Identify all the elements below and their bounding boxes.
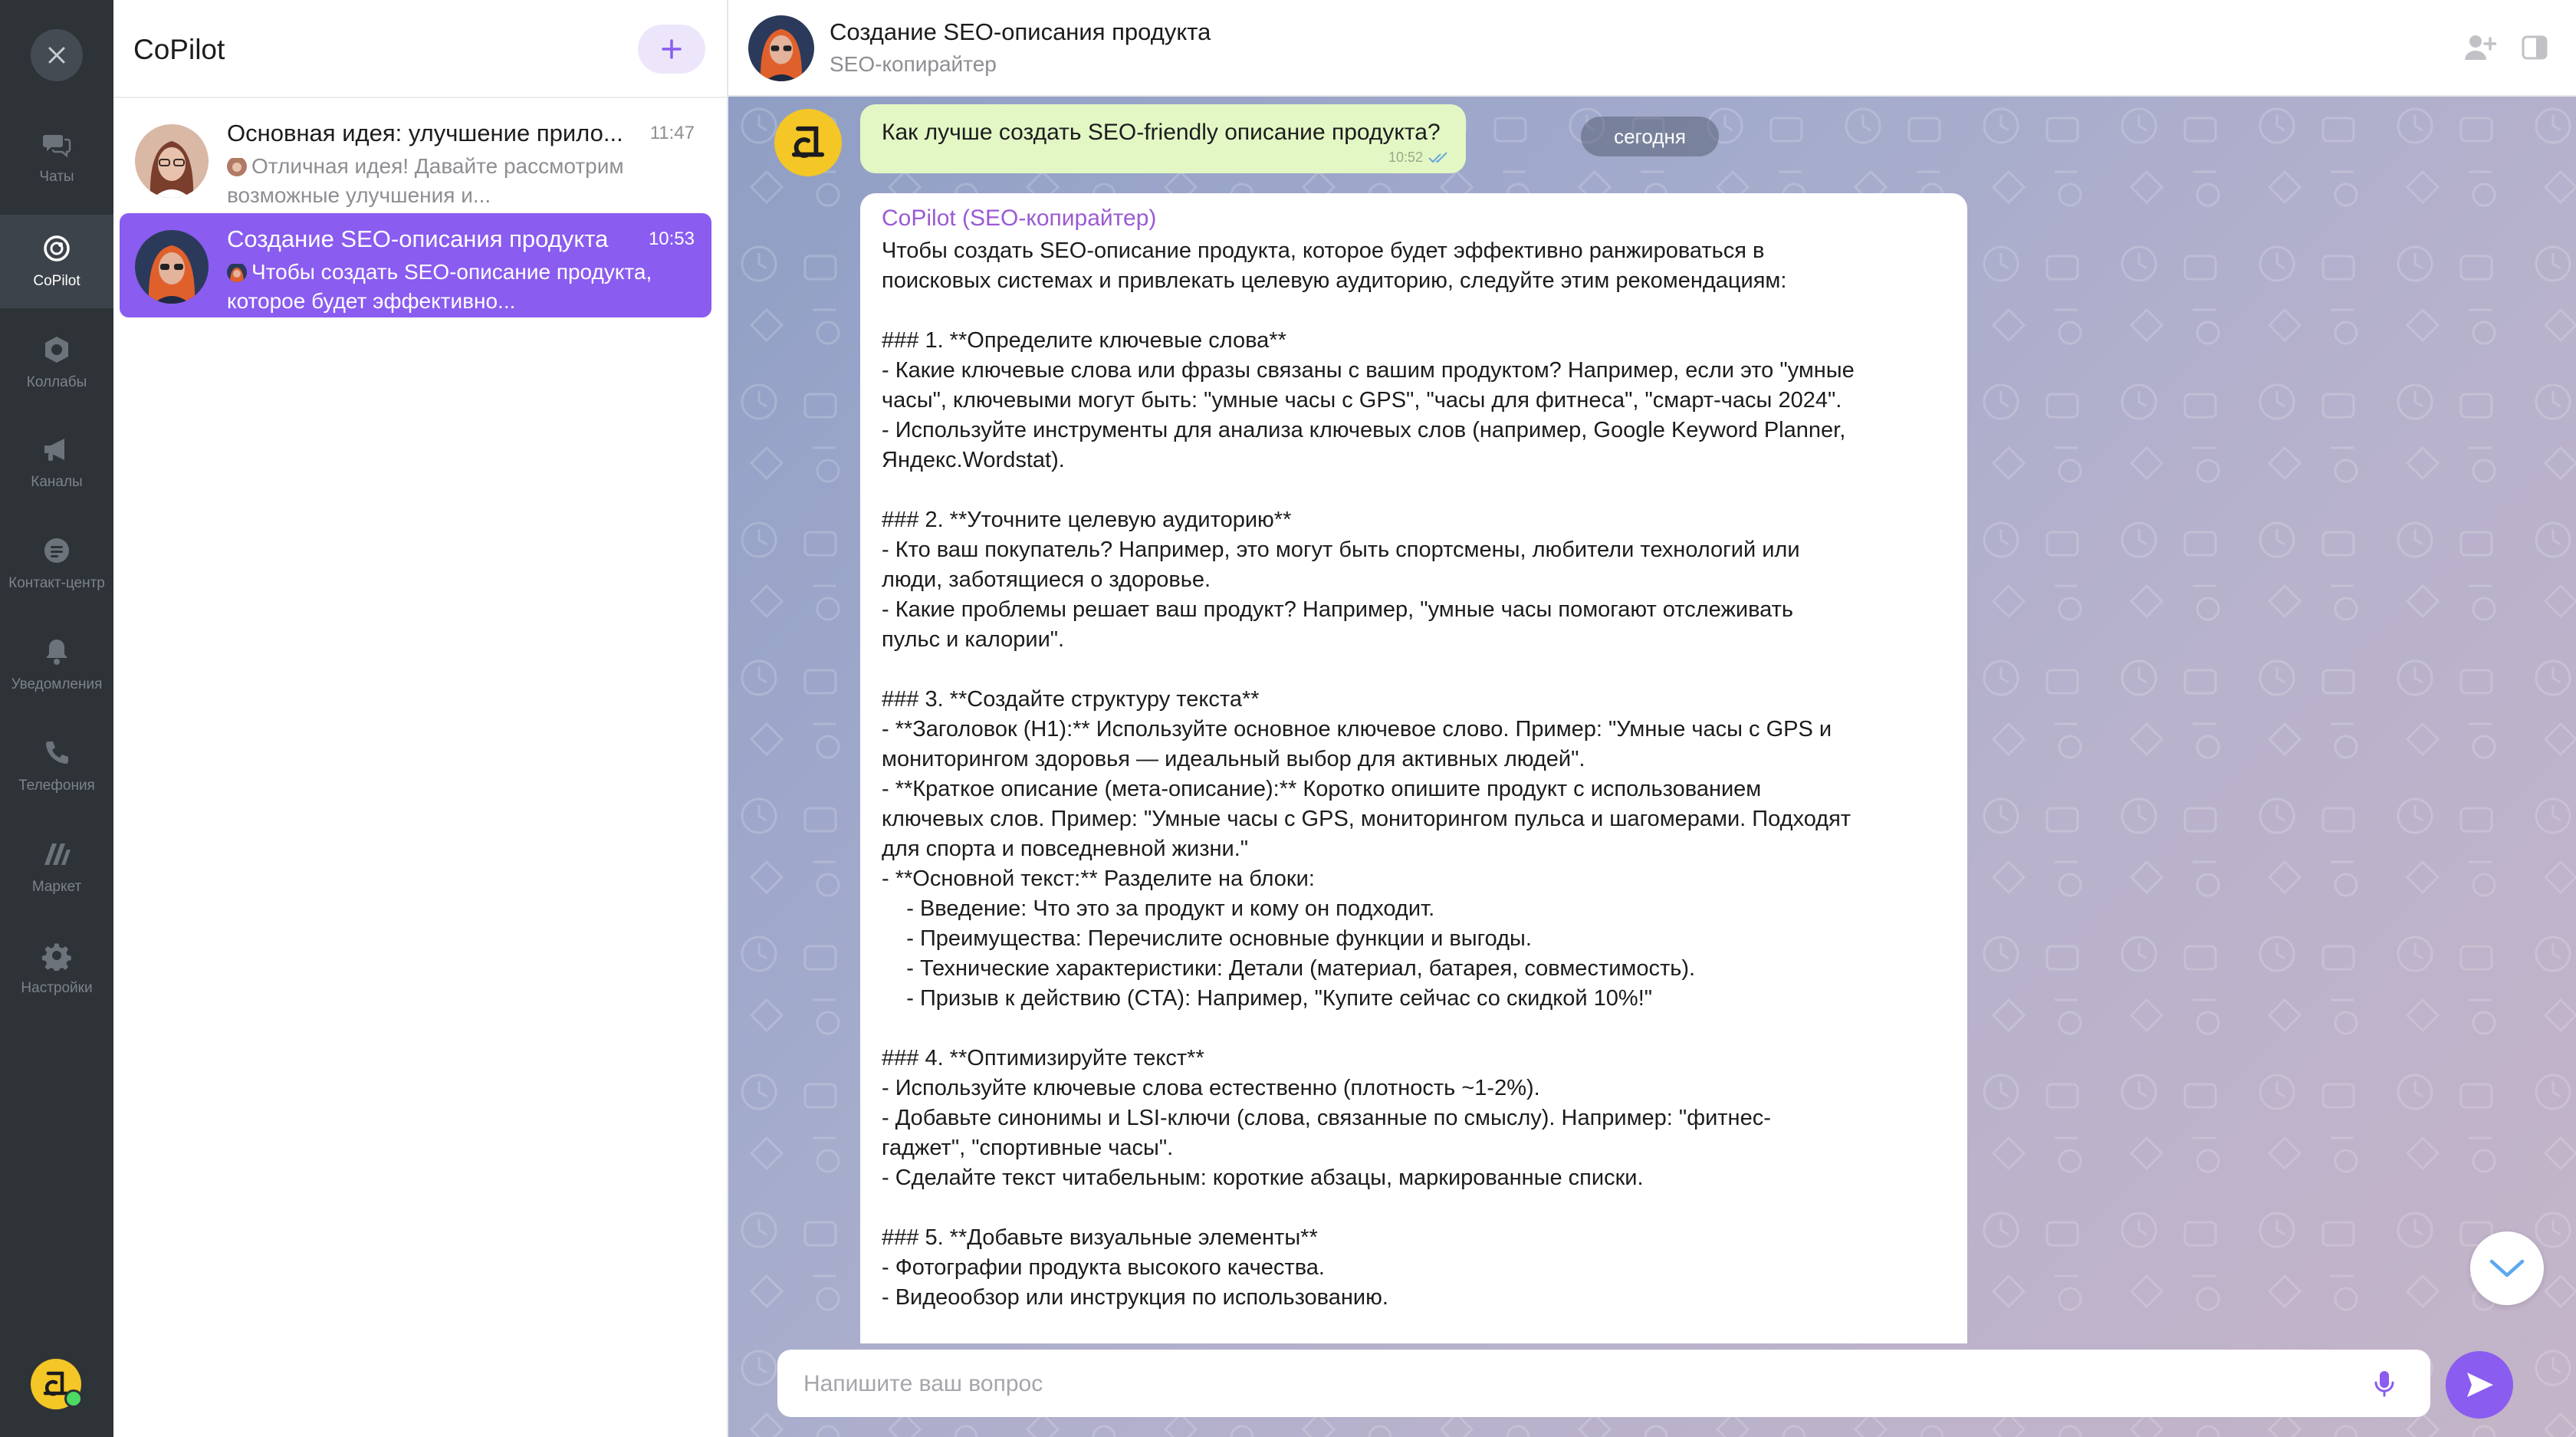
rail-label-channels: Каналы [31, 474, 83, 490]
message-line: - Какие проблемы решает ваш продукт? Например, "умные часы помогают отслеживать [882, 597, 1794, 622]
bot-sender-name: CoPilot (SEO-копирайтер) [882, 206, 1157, 231]
sender-avatar [227, 262, 247, 282]
user-message-bubble [860, 104, 1466, 173]
send-button[interactable] [2446, 1351, 2513, 1419]
rail-item-settings[interactable] [0, 922, 113, 1015]
close-icon [47, 45, 67, 65]
message-line: - **Заголовок (H1):** Используйте основное ключевое слово. Пример: "Умные часы с GPS и [882, 717, 1832, 742]
message-input[interactable] [802, 1360, 2338, 1408]
message-line: - Призыв к действию (CTA): Например, "Купите сейчас со скидкой 10%!" [882, 986, 1653, 1011]
message-line: - Введение: Что это за продукт и кому он подходит. [882, 896, 1435, 921]
online-status-dot [64, 1389, 83, 1408]
message-line: - **Основной текст:** Разделите на блоки: [882, 866, 1315, 891]
message-line: - Сделайте текст читабельным: короткие абзацы, маркированные списки. [882, 1166, 1644, 1190]
rail-item-market[interactable] [0, 820, 113, 914]
rail-label-copilot: CoPilot [33, 273, 80, 289]
rail-item-contact-center[interactable] [0, 517, 113, 610]
scroll-down-button[interactable] [2470, 1231, 2544, 1305]
double-check-icon [1428, 152, 1449, 164]
chat-item-time: 10:53 [648, 229, 695, 249]
chat-title: Создание SEO-описания продукта [830, 18, 1211, 45]
message-line: - Используйте инструменты для анализа ключевых слов (например, Google Keyword Planner, [882, 418, 1846, 442]
chats-icon [41, 129, 72, 159]
message-blank-line [882, 475, 1947, 505]
message-time: 10:52 [1388, 150, 1423, 165]
send-icon [2463, 1368, 2496, 1402]
rail-item-collabs[interactable] [0, 316, 113, 409]
bot-message-text [882, 236, 1947, 1313]
chat-list-item-active[interactable] [120, 213, 711, 317]
avatar [135, 230, 209, 304]
chat-header [728, 0, 2576, 97]
chat-subtitle: SEO-копирайтер [830, 52, 997, 76]
date-divider: сегодня [1581, 117, 1719, 156]
chat-item-title: Создание SEO-описания продукта [227, 225, 609, 252]
message-line: - **Краткое описание (мета-описание):** Коротко опишите продукт с использованием [882, 777, 1762, 801]
message-line: - Добавьте синонимы и LSI-ключи (слова, связанные по смыслу). Например: "фитнес- [882, 1106, 1771, 1130]
bot-message-bubble [860, 193, 1967, 1343]
message-line: ### 2. **Уточните целевую аудиторию** [882, 508, 1292, 532]
rail-item-chats[interactable] [0, 110, 113, 204]
bell-icon [41, 636, 72, 667]
market-icon [41, 839, 72, 870]
message-line: - Фотографии продукта высокого качества. [882, 1255, 1325, 1280]
rail-label-collabs: Коллабы [26, 374, 87, 390]
chat-area [728, 0, 2576, 1437]
message-line: ### 3. **Создайте структуру текста** [882, 687, 1260, 712]
copilot-icon [41, 233, 72, 264]
message-line: - Видеообзор или инструкция по использованию. [882, 1285, 1388, 1310]
plus-icon [660, 38, 683, 61]
rail-label-contact-center: Контакт-центр [8, 575, 105, 591]
message-blank-line [882, 296, 1947, 326]
new-chat-button[interactable] [638, 25, 705, 74]
microphone-icon[interactable] [2369, 1368, 2400, 1399]
avatar [135, 124, 209, 198]
chat-list-panel [113, 0, 728, 1437]
rail-item-notifications[interactable] [0, 618, 113, 712]
chat-item-title: Основная идея: улучшение прило... [227, 120, 623, 146]
close-button[interactable] [31, 29, 83, 81]
message-meta [1388, 150, 1449, 166]
message-line: Яндекс.Wordstat). [882, 448, 1065, 472]
contact-center-icon [41, 535, 72, 566]
message-line: - Кто ваш покупатель? Например, это могут быть спортсмены, любители технологий или [882, 538, 1800, 562]
add-user-icon[interactable] [2463, 31, 2496, 64]
rail-label-market: Маркет [31, 879, 82, 895]
side-panel-icon[interactable] [2518, 31, 2551, 64]
message-line: - Технические характеристики: Детали (материал, батарея, совместимость). [882, 956, 1696, 981]
message-line: Чтобы создать SEO-описание продукта, которое будет эффективно ранжироваться в [882, 238, 1765, 263]
message-line: люди, заботящиеся о здоровье. [882, 567, 1211, 592]
rail-label-settings: Настройки [21, 980, 93, 996]
rail-label-notifications: Уведомления [11, 676, 103, 692]
sender-avatar [227, 156, 247, 176]
phone-icon [41, 738, 72, 768]
message-blank-line [882, 1014, 1947, 1044]
message-line: ### 1. **Определите ключевые слова** [882, 328, 1286, 353]
chevron-down-icon [2488, 1257, 2526, 1280]
message-line: - Используйте ключевые слова естественно (плотность ~1-2%). [882, 1076, 1540, 1100]
chat-item-preview: Чтобы создать SEO-описание продукта, которое будет эффективно... [227, 260, 652, 313]
chat-item-time: 11:47 [649, 123, 695, 143]
message-line: ключевых слов. Пример: "Умные часы с GPS, мониторингом пульса и шагомерами. Подходят [882, 807, 1852, 831]
message-line: гаджет", "спортивные часы". [882, 1136, 1174, 1160]
chat-list-item[interactable] [120, 107, 711, 212]
chat-avatar[interactable] [748, 15, 814, 81]
message-blank-line [882, 655, 1947, 685]
message-line: ### 4. **Оптимизируйте текст** [882, 1046, 1204, 1070]
collabs-icon [41, 334, 72, 365]
bot-avatar [774, 109, 842, 176]
message-line: ### 5. **Добавьте визуальные элементы** [882, 1225, 1318, 1250]
rail-label-chats: Чаты [39, 169, 74, 185]
rail-label-telephony: Телефония [18, 778, 95, 794]
message-line: - Преимущества: Перечислите основные функции и выгоды. [882, 926, 1532, 951]
message-input-bar [777, 1350, 2430, 1417]
megaphone-icon [41, 434, 72, 465]
chat-item-preview: Отличная идея! Давайте рассмотрим возможные улучшения и... [227, 154, 624, 207]
logo-icon [788, 120, 828, 165]
message-line: для спорта и повседневной жизни." [882, 837, 1249, 861]
message-line: мониторингом здоровья — идеальный выбор для активных людей". [882, 747, 1585, 771]
chat-list-title: CoPilot [133, 34, 225, 65]
chat-list-header [113, 0, 727, 98]
rail-item-copilot[interactable] [0, 215, 113, 308]
rail-item-telephony[interactable] [0, 719, 113, 813]
user-message-text: Как лучше создать SEO-friendly описание продукта? [882, 120, 1441, 145]
app-logo[interactable] [31, 1359, 81, 1409]
message-line: часы", ключевыми могут быть: "умные часы с GPS", "часы для фитнеса", "смарт-часы 2024". [882, 388, 1842, 413]
message-blank-line [882, 1193, 1947, 1223]
message-line: поисковых системах и привлекать целевую аудиторию, следуйте этим рекомендациям: [882, 268, 1787, 293]
message-line: пульс и калории". [882, 627, 1065, 652]
gear-icon [41, 940, 72, 971]
message-line: - Какие ключевые слова или фразы связаны с вашим продуктом? Например, если это "умные [882, 358, 1855, 383]
rail-item-channels[interactable] [0, 416, 113, 509]
left-rail [0, 0, 113, 1437]
